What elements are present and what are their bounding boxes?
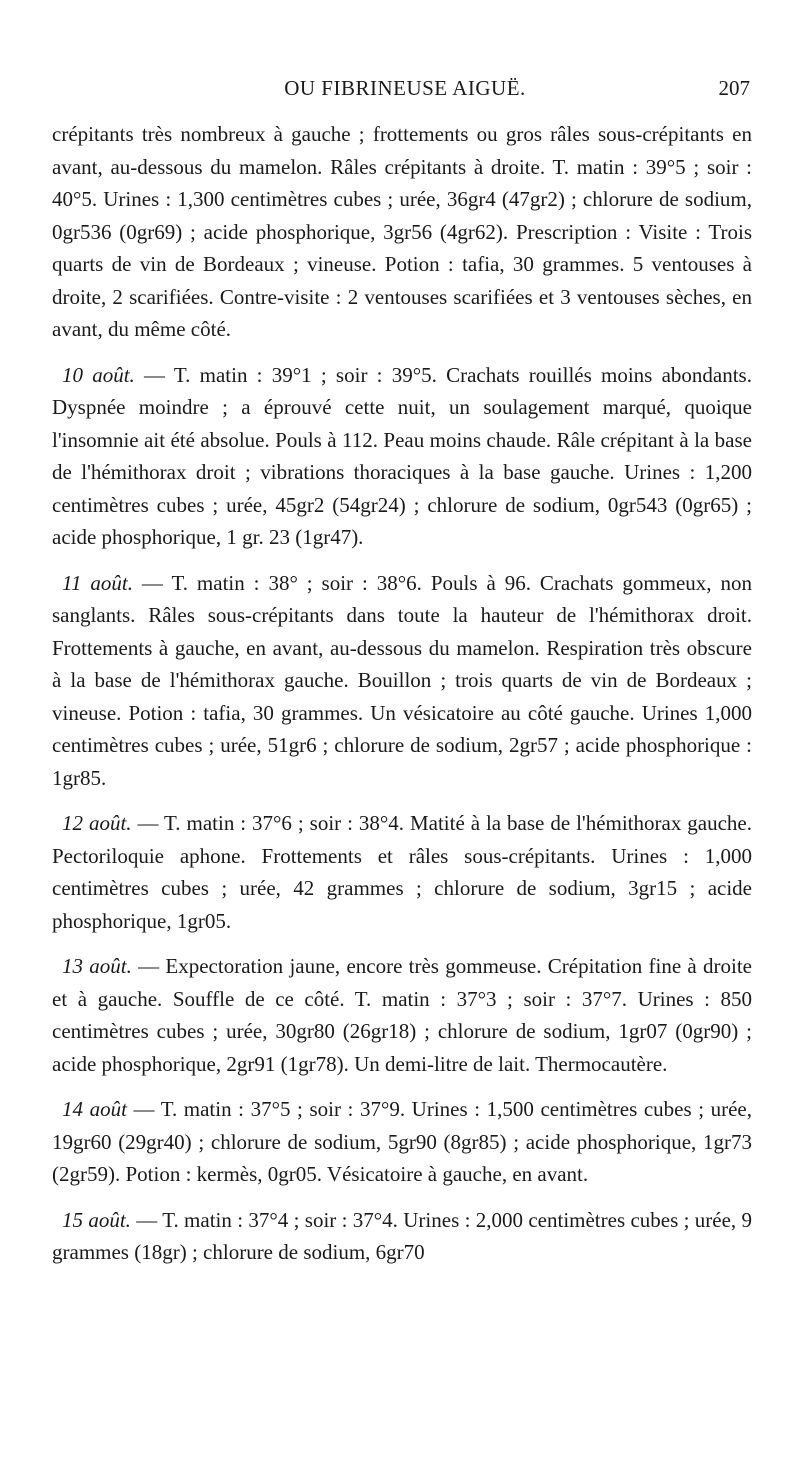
date-label: 14 août [62,1097,127,1121]
paragraph-text: — T. matin : 37°6 ; soir : 38°4. Matité à la base de l'hémithorax gauche. Pectoriloquie aphone. Frottements et râles sous-crépitants. Urines : 1,000 centimètres cubes ; urée, 42 grammes ; chlorure de sodium, 3gr15 ; acide phosphorique, 1gr05. [52,811,752,933]
running-title: OU FIBRINEUSE AIGUË. [284,76,526,100]
paragraph-text: — T. matin : 37°4 ; soir : 37°4. Urines : 2,000 centimètres cubes ; urée, 9 grammes (18gr) ; chlorure de sodium, 6gr70 [52,1207,752,1264]
date-label: 10 août. [62,362,135,387]
paragraph-10-aout [52,359,752,554]
body-text [52,118,752,1282]
paragraph-11-aout [52,567,752,795]
date-label: 12 août. [62,811,132,835]
paragraph-text: — Expectoration jaune, encore très gommeuse. Crépitation fine à droite et à gauche. Souffle de ce côté. T. matin : 37°3 ; soir : 37°7. Urines : 850 centimètres cubes ; urée, 30gr80 (26gr18) ; chlorure de sodium, 1gr07 (0gr90) ; acide phosphorique, 2gr91 (1gr78). Un demi-litre de lait. Thermocautère. [52,954,752,1076]
page-number: 207 [718,76,750,100]
paragraph-text: crépitants très nombreux à gauche ; frottements ou gros râles sous-crépitants en avant, au-dessous du mamelon. Râles crépitants à droite. T. matin : 39°5 ; soir : 40°5. Urines : 1,300 centimètres cubes ; urée, 36gr4 (47gr2) ; chlorure de sodium, 0gr536 (0gr69) ; acide phosphorique, 3gr56 (4gr62). Prescription : Visite : Trois quarts de vin de Bordeaux ; vineuse. Potion : tafia, 30 grammes. 5 ventouses à droite, 2 scarifiées. Contre-visite : 2 ventouses scarifiées et 3 ventouses sèches, en avant, du même côté. [52,122,752,341]
date-label: 15 août. [62,1207,131,1232]
paragraph-continuation [52,118,752,346]
paragraph-text: — T. matin : 37°5 ; soir : 37°9. Urines : 1,500 centimètres cubes ; urée, 19gr60 (29gr40) ; chlorure de sodium, 5gr90 (8gr85) ; acide phosphorique, 1gr73 (2gr59). Potion : kermès, 0gr05. Vésicatoire à gauche, en avant. [52,1097,753,1186]
paragraph-13-aout [52,950,752,1080]
date-label: 11 août. [62,570,133,595]
paragraph-text: — T. matin : 38° ; soir : 38°6. Pouls à 96. Crachats gommeux, non sanglants. Râles sous-crépitants dans toute la hauteur de l'hémithorax droit. Frottements à gauche, en avant, au-dessous du mamelon. Respiration très obscure à la base de l'hémithorax gauche. Bouillon ; trois quarts de vin de Bordeaux ; vineuse. Potion : tafia, 30 grammes. Un vésicatoire au côté gauche. Urines 1,000 centimètres cubes ; urée, 51gr6 ; chlorure de sodium, 2gr57 ; acide phosphorique : 1gr85. [52,570,752,790]
paragraph-14-aout [52,1093,752,1191]
paragraph-12-aout [52,807,752,937]
paragraph-text: — T. matin : 39°1 ; soir : 39°5. Crachats rouillés moins abondants. Dyspnée moindre ; a éprouvé cette nuit, un soulagement marqué, quoique l'insomnie ait été absolue. Pouls à 112. Peau moins chaude. Râle crépitant à la base de l'hémithorax droit ; vibrations thoraciques à la base gauche. Urines : 1,200 centimètres cubes ; urée, 45gr2 (54gr24) ; chlorure de sodium, 0gr543 (0gr65) ; acide phosphorique, 1 gr. 23 (1gr47). [52,362,752,549]
paragraph-15-aout [52,1204,752,1269]
running-head [60,76,750,106]
date-label: 13 août. [62,954,132,978]
